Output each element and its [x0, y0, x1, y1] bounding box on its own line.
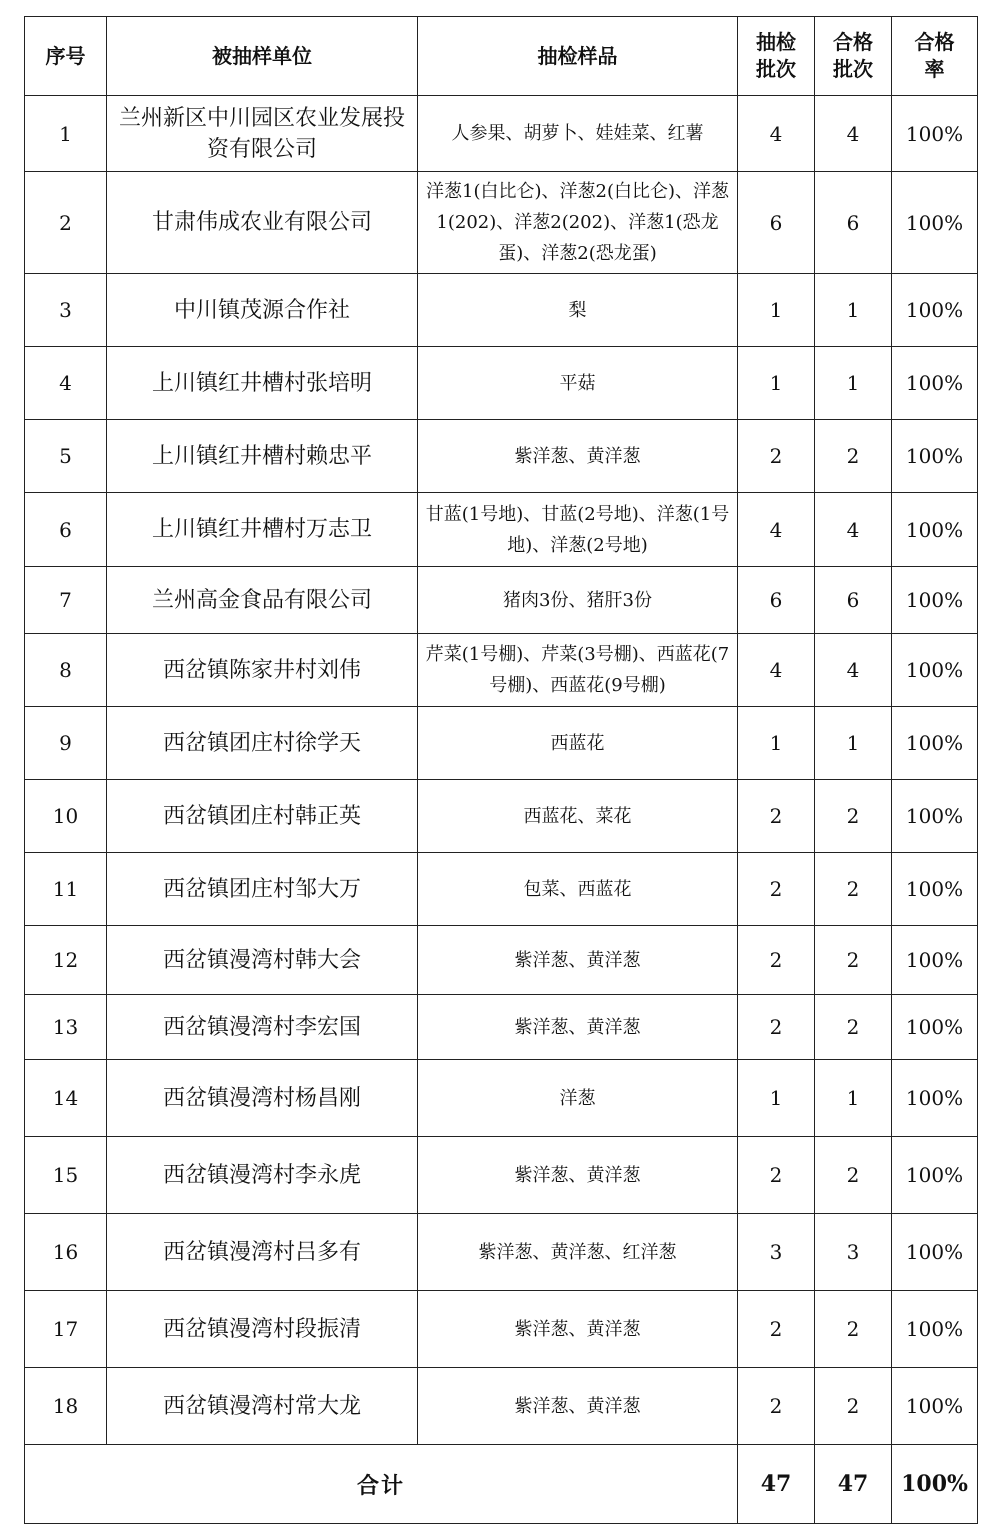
cell-batches: 4: [738, 96, 815, 172]
cell-sample: 紫洋葱、黄洋葱: [418, 995, 738, 1060]
cell-rate: 100%: [892, 995, 978, 1060]
header-qualified-line2: 批次: [833, 57, 873, 81]
cell-unit: 兰州高金食品有限公司: [107, 567, 418, 634]
cell-unit: 西岔镇团庄村徐学天: [107, 707, 418, 780]
cell-batches: 1: [738, 274, 815, 347]
total-qualified: 47: [815, 1445, 892, 1524]
cell-rate: 100%: [892, 420, 978, 493]
cell-batches: 6: [738, 172, 815, 274]
header-sample: 抽检样品: [418, 17, 738, 96]
cell-rate: 100%: [892, 634, 978, 707]
cell-unit: 中川镇茂源合作社: [107, 274, 418, 347]
table-row: [25, 1214, 978, 1291]
cell-sample: 甘蓝(1号地)、甘蓝(2号地)、洋葱(1号地)、洋葱(2号地): [418, 493, 738, 567]
cell-no: 13: [25, 995, 107, 1060]
cell-no: 10: [25, 780, 107, 853]
cell-qualified: 1: [815, 347, 892, 420]
cell-sample: 紫洋葱、黄洋葱: [418, 926, 738, 995]
cell-qualified: 4: [815, 634, 892, 707]
cell-no: 17: [25, 1291, 107, 1368]
cell-sample: 包菜、西蓝花: [418, 853, 738, 926]
cell-no: 2: [25, 172, 107, 274]
table-row: [25, 853, 978, 926]
cell-sample: 芹菜(1号棚)、芹菜(3号棚)、西蓝花(7号棚)、西蓝花(9号棚): [418, 634, 738, 707]
table-row: [25, 567, 978, 634]
header-qualified-line1: 合格: [833, 30, 873, 54]
header-rate-line2: 率: [924, 57, 945, 81]
cell-qualified: 6: [815, 567, 892, 634]
cell-batches: 2: [738, 926, 815, 995]
cell-unit: 上川镇红井槽村赖忠平: [107, 420, 418, 493]
cell-batches: 4: [738, 493, 815, 567]
header-rate: [892, 17, 978, 96]
cell-sample: 紫洋葱、黄洋葱: [418, 1291, 738, 1368]
cell-sample: 西蓝花: [418, 707, 738, 780]
table-row: [25, 493, 978, 567]
cell-rate: 100%: [892, 853, 978, 926]
cell-qualified: 1: [815, 274, 892, 347]
cell-qualified: 1: [815, 1060, 892, 1137]
cell-no: 18: [25, 1368, 107, 1445]
cell-sample: 紫洋葱、黄洋葱: [418, 1137, 738, 1214]
cell-rate: 100%: [892, 707, 978, 780]
cell-qualified: 2: [815, 926, 892, 995]
table-row: [25, 96, 978, 172]
cell-sample: 西蓝花、菜花: [418, 780, 738, 853]
cell-rate: 100%: [892, 274, 978, 347]
cell-no: 1: [25, 96, 107, 172]
header-batches-line1: 抽检: [756, 30, 796, 54]
cell-qualified: 2: [815, 853, 892, 926]
cell-batches: 3: [738, 1214, 815, 1291]
header-row: [25, 17, 978, 96]
header-qualified: [815, 17, 892, 96]
total-rate: 100%: [892, 1445, 978, 1524]
cell-qualified: 2: [815, 995, 892, 1060]
table-row: [25, 1291, 978, 1368]
cell-batches: 1: [738, 347, 815, 420]
cell-unit: 兰州新区中川园区农业发展投资有限公司: [107, 96, 418, 172]
cell-sample: 梨: [418, 274, 738, 347]
cell-batches: 2: [738, 1291, 815, 1368]
cell-unit: 上川镇红井槽村万志卫: [107, 493, 418, 567]
cell-sample: 紫洋葱、黄洋葱: [418, 420, 738, 493]
table-row: [25, 1060, 978, 1137]
cell-batches: 1: [738, 1060, 815, 1137]
cell-rate: 100%: [892, 96, 978, 172]
table-row: [25, 780, 978, 853]
cell-unit: 西岔镇陈家井村刘伟: [107, 634, 418, 707]
cell-unit: 西岔镇漫湾村常大龙: [107, 1368, 418, 1445]
cell-qualified: 2: [815, 1368, 892, 1445]
cell-qualified: 4: [815, 96, 892, 172]
cell-unit: 西岔镇团庄村邹大万: [107, 853, 418, 926]
table-row: [25, 274, 978, 347]
cell-no: 11: [25, 853, 107, 926]
cell-qualified: 2: [815, 420, 892, 493]
table-row: [25, 420, 978, 493]
cell-unit: 西岔镇团庄村韩正英: [107, 780, 418, 853]
cell-no: 3: [25, 274, 107, 347]
cell-rate: 100%: [892, 1214, 978, 1291]
total-row: [25, 1445, 978, 1524]
cell-no: 4: [25, 347, 107, 420]
cell-no: 9: [25, 707, 107, 780]
header-no: 序号: [25, 17, 107, 96]
cell-rate: 100%: [892, 1368, 978, 1445]
cell-qualified: 6: [815, 172, 892, 274]
cell-unit: 西岔镇漫湾村李宏国: [107, 995, 418, 1060]
cell-no: 16: [25, 1214, 107, 1291]
header-batches-line2: 批次: [756, 57, 796, 81]
cell-batches: 2: [738, 1137, 815, 1214]
cell-rate: 100%: [892, 1060, 978, 1137]
cell-no: 14: [25, 1060, 107, 1137]
cell-rate: 100%: [892, 780, 978, 853]
cell-no: 5: [25, 420, 107, 493]
table-row: [25, 634, 978, 707]
cell-unit: 上川镇红井槽村张培明: [107, 347, 418, 420]
table-row: [25, 995, 978, 1060]
cell-sample: 紫洋葱、黄洋葱、红洋葱: [418, 1214, 738, 1291]
cell-no: 12: [25, 926, 107, 995]
header-rate-line1: 合格: [914, 30, 955, 54]
cell-unit: 甘肃伟成农业有限公司: [107, 172, 418, 274]
cell-sample: 平菇: [418, 347, 738, 420]
total-label: 合计: [25, 1445, 738, 1524]
cell-sample: 猪肉3份、猪肝3份: [418, 567, 738, 634]
cell-batches: 2: [738, 780, 815, 853]
cell-unit: 西岔镇漫湾村李永虎: [107, 1137, 418, 1214]
cell-rate: 100%: [892, 1291, 978, 1368]
cell-no: 8: [25, 634, 107, 707]
inspection-results-table: [24, 16, 978, 1524]
cell-batches: 4: [738, 634, 815, 707]
cell-batches: 2: [738, 995, 815, 1060]
cell-unit: 西岔镇漫湾村韩大会: [107, 926, 418, 995]
table-row: [25, 172, 978, 274]
cell-batches: 2: [738, 1368, 815, 1445]
cell-qualified: 2: [815, 1137, 892, 1214]
cell-sample: 紫洋葱、黄洋葱: [418, 1368, 738, 1445]
table-row: [25, 1137, 978, 1214]
cell-rate: 100%: [892, 567, 978, 634]
header-unit: 被抽样单位: [107, 17, 418, 96]
cell-sample: 人参果、胡萝卜、娃娃菜、红薯: [418, 96, 738, 172]
cell-batches: 1: [738, 707, 815, 780]
cell-batches: 2: [738, 420, 815, 493]
cell-batches: 6: [738, 567, 815, 634]
total-batches: 47: [738, 1445, 815, 1524]
cell-qualified: 3: [815, 1214, 892, 1291]
table-row: [25, 707, 978, 780]
cell-no: 7: [25, 567, 107, 634]
cell-unit: 西岔镇漫湾村杨昌刚: [107, 1060, 418, 1137]
table-row: [25, 347, 978, 420]
cell-qualified: 2: [815, 1291, 892, 1368]
cell-no: 6: [25, 493, 107, 567]
cell-batches: 2: [738, 853, 815, 926]
cell-rate: 100%: [892, 493, 978, 567]
cell-qualified: 2: [815, 780, 892, 853]
cell-no: 15: [25, 1137, 107, 1214]
cell-qualified: 4: [815, 493, 892, 567]
cell-qualified: 1: [815, 707, 892, 780]
cell-sample: 洋葱: [418, 1060, 738, 1137]
table-row: [25, 926, 978, 995]
cell-rate: 100%: [892, 347, 978, 420]
header-batches: [738, 17, 815, 96]
cell-rate: 100%: [892, 172, 978, 274]
table-row: [25, 1368, 978, 1445]
cell-unit: 西岔镇漫湾村段振清: [107, 1291, 418, 1368]
cell-rate: 100%: [892, 1137, 978, 1214]
cell-unit: 西岔镇漫湾村吕多有: [107, 1214, 418, 1291]
cell-rate: 100%: [892, 926, 978, 995]
cell-sample: 洋葱1(白比仑)、洋葱2(白比仑)、洋葱1(202)、洋葱2(202)、洋葱1(恐龙蛋)、洋葱2(恐龙蛋): [418, 172, 738, 274]
